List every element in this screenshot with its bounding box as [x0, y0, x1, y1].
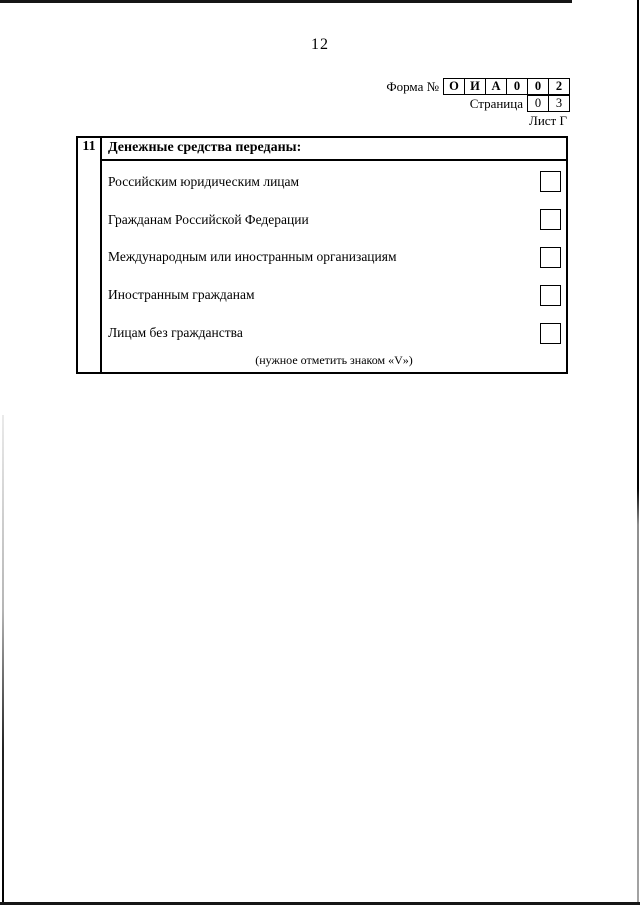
scan-artifact-top-bar [0, 0, 572, 3]
section-title: Денежные средства переданы: [102, 138, 566, 161]
checkbox-row [102, 323, 566, 344]
page-field-label: Страница [469, 95, 523, 111]
item-number-cell [78, 138, 102, 372]
form-code-cell: А [485, 78, 507, 95]
checkbox[interactable] [540, 285, 561, 306]
form-number-label: Форма № [386, 78, 439, 94]
form-code-cell: 0 [506, 78, 528, 95]
page-code-cell: 0 [527, 95, 549, 112]
sheet-label: Лист Г [529, 113, 567, 128]
scan-artifact-left-line [2, 415, 4, 905]
item-number: 11 [82, 139, 96, 154]
checkbox[interactable] [540, 323, 561, 344]
form-header [386, 78, 570, 129]
form-number-row [386, 78, 570, 95]
page-number: 12 [311, 36, 329, 53]
checkbox[interactable] [540, 171, 561, 192]
row-label: Международным или иностранным организациям [108, 249, 397, 265]
checkbox-row [102, 171, 566, 192]
checkbox[interactable] [540, 247, 561, 268]
checkbox-row [102, 209, 566, 230]
form-code-cells [444, 78, 570, 95]
row-label: Лицам без гражданства [108, 325, 243, 341]
form-code-cell: О [443, 78, 465, 95]
row-label: Гражданам Российской Федерации [108, 211, 309, 227]
row-label: Иностранным гражданам [108, 287, 255, 303]
checkbox-row [102, 247, 566, 268]
checkbox-rows [102, 161, 566, 354]
page-code-cell: 3 [548, 95, 570, 112]
form-section-table [76, 136, 568, 374]
scan-artifact-right-line [637, 0, 639, 905]
checkbox[interactable] [540, 209, 561, 230]
page-code-cells [528, 95, 570, 112]
form-code-cell: 0 [527, 78, 549, 95]
checkbox-row [102, 285, 566, 306]
form-code-cell: 2 [548, 78, 570, 95]
form-code-cell: И [464, 78, 486, 95]
mark-instruction-note: (нужное отметить знаком «V») [255, 353, 413, 367]
page-number-row [470, 95, 570, 112]
row-label: Российским юридическим лицам [108, 173, 300, 189]
section-content [102, 138, 566, 372]
